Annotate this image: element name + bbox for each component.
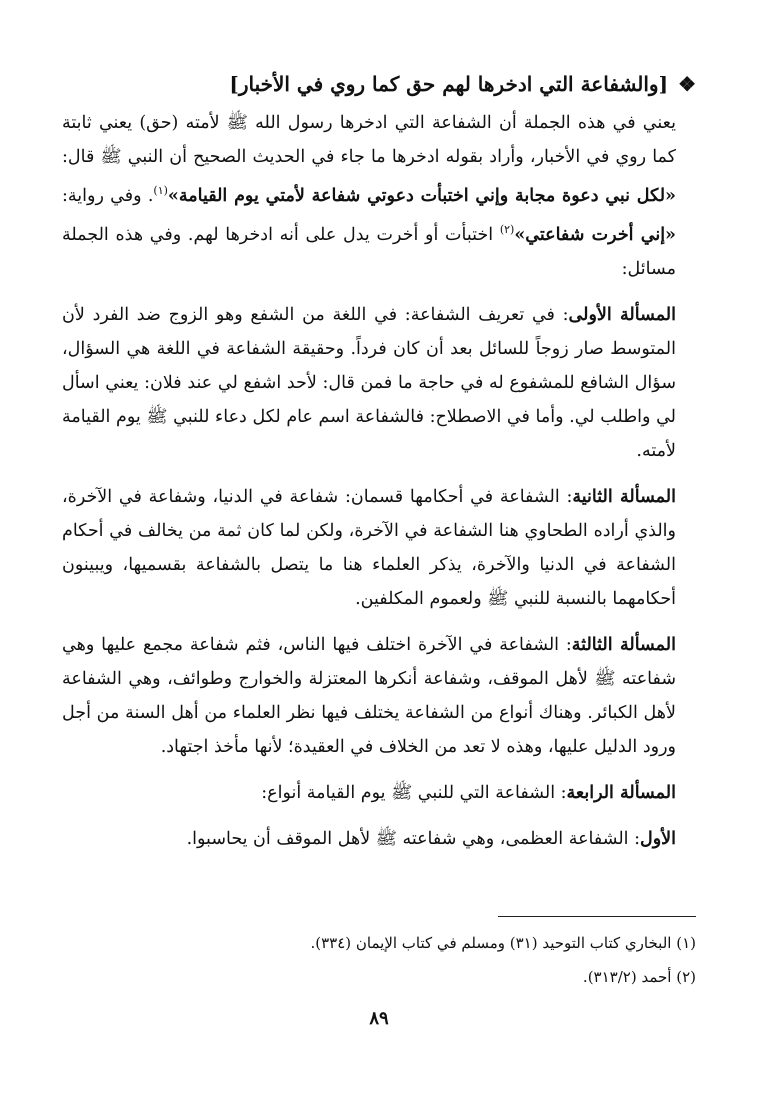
intro-text-3: اختبأت أو أخرت يدل على أنه ادخرها لهم. وفي هذه الجملة مسائل: (62, 224, 676, 279)
footnote-text: أحمد (٣١٣/٢). (582, 968, 672, 986)
section-heading (62, 66, 696, 102)
issue-paragraph-3 (62, 628, 696, 764)
issue-paragraph-4 (62, 776, 696, 810)
intro-text-2: . وفي رواية: (62, 185, 154, 206)
hadith-quote-1: «لكل نبي دعوة مجابة وإني اختبأت دعوتي شفاعة لأمتي يوم القيامة» (167, 185, 676, 206)
issue-text: : الشفاعة في أحكامها قسمان: شفاعة في الدنيا، وشفاعة في الآخرة، والذي أراده الطحاوي هنا الشفاعة في الآخرة، ولكن لما كان ثمة من يخالف في أحكام الشفاعة في الدنيا والآخرة، يذكر العلماء هنا ما يتصل بالشفاعة بقسميها، ويبينون أحكامهما بالنسبة للنبي ﷺ ولعموم المكلفين. (62, 486, 676, 609)
issue-text: : الشفاعة العظمى، وهي شفاعته ﷺ لأهل الموقف أن يحاسبوا. (186, 828, 640, 849)
issue-label: الأول (639, 828, 676, 849)
section-heading-text: [والشفاعة التي ادخرها لهم حق كما روي في الأخبار] (229, 72, 669, 96)
footnote-item (62, 960, 696, 994)
main-content (62, 66, 696, 856)
footnote-text: البخاري كتاب التوحيد (٣١) ومسلم في كتاب الإيمان (٣٣٤). (310, 934, 672, 952)
footnotes (62, 926, 696, 994)
footnote-number: (٢) (676, 968, 696, 986)
issue-label: المسألة الرابعة (566, 782, 676, 803)
issue-label: المسألة الأولى (568, 304, 676, 325)
issue-text: : الشفاعة في الآخرة اختلف فيها الناس، فثم شفاعة مجمع عليها وهي شفاعته ﷺ لأهل الموقف، وشفاعة أنكرها المعتزلة والخوارج وطوائف، وهي الشفاعة لأهل الكبائر. وهناك أنواع من الشفاعة يختلف فيها نظر العلماء من أهل السنة من أجل ورود الدليل عليها، وهذه لا تعد من الخلاف في العقيدة؛ لأنها مأخذ اجتهاد. (62, 634, 676, 757)
footnote-ref-2: (٢) (499, 222, 515, 236)
issue-label: المسألة الثالثة (571, 634, 676, 655)
page-number: ٨٩ (369, 1008, 389, 1029)
issue-paragraph-2 (62, 480, 696, 616)
issue-text: : في تعريف الشفاعة: في اللغة من الشفع وهو الزوج ضد الفرد لأن المتوسط صار زوجاً للسائل بعد أن كان فرداً. وحقيقة الشفاعة في اللغة هي السؤال، سؤال الشافع للمشفوع له في حاجة ما فمن قال: لأحد اشفع لي عند فلان: يعني اسأل لي واطلب لي. وأما في الاصطلاح: فالشفاعة اسم عام لكل دعاء للنبي ﷺ يوم القيامة لأمته. (62, 304, 676, 461)
intro-text-1: يعني في هذه الجملة أن الشفاعة التي ادخرها رسول الله ﷺ لأمته (حق) يعني ثابتة كما روي في الأخبار، وأراد بقوله ادخرها ما جاء في الحديث الصحيح أن النبي ﷺ قال: (62, 113, 676, 167)
footnote-number: (١) (676, 934, 696, 952)
intro-paragraph (62, 106, 696, 286)
footnote-item (62, 926, 696, 960)
footnote-divider (498, 916, 696, 917)
ornament-star-icon: ❖ (678, 72, 696, 96)
hadith-quote-2: «إني أخرت شفاعتي» (514, 224, 676, 245)
issue-paragraph-5 (62, 822, 696, 856)
footnote-ref-1: (١) (153, 184, 168, 197)
issue-text: : الشفاعة التي للنبي ﷺ يوم القيامة أنواع: (261, 782, 567, 803)
issue-label: المسألة الثانية (572, 486, 676, 507)
issue-paragraph-1 (62, 298, 696, 468)
